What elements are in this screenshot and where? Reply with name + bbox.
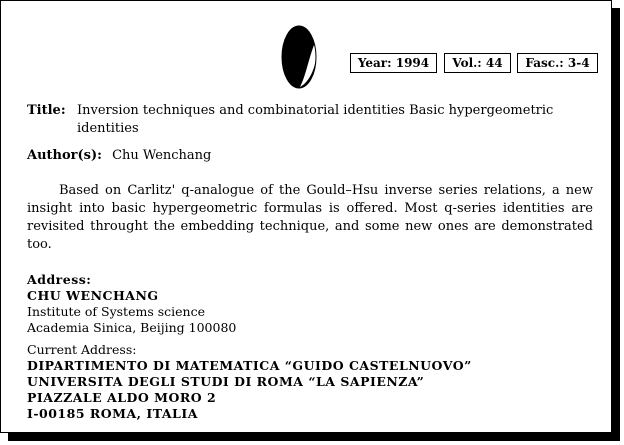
journal-logo-icon [280, 23, 320, 91]
current-address-label: Current Address: [27, 342, 137, 357]
author-row [27, 147, 211, 165]
address-name: CHU WENCHANG [27, 288, 159, 303]
year-badge: Year: 1994 [350, 53, 437, 73]
address-line-1: Institute of Systems science [27, 304, 205, 319]
author-name: Chu Wenchang [112, 148, 212, 163]
title-text: Inversion techniques and combinatorial identities Basic hypergeometric identities [77, 103, 554, 136]
fascicle-badge: Fasc.: 3-4 [517, 53, 598, 73]
current-address-line-1: DIPARTIMENTO DI MATEMATICA “GUIDO CASTELNUOVO” [27, 358, 472, 373]
address-label: Address: [27, 272, 92, 287]
title-label: Title: [27, 103, 66, 118]
card-shadow-right [612, 8, 620, 441]
current-address-line-2: UNIVERSITA DEGLI STUDI DI ROMA “LA SAPIENZA” [27, 374, 425, 389]
card-shadow-bottom [8, 433, 620, 441]
current-address-line-4: I-00185 ROMA, ITALIA [27, 406, 198, 421]
address-line-2: Academia Sinica, Beijing 100080 [27, 320, 237, 335]
abstract-text: Based on Carlitz' q-analogue of the Gould–Hsu inverse series relations, a new insight into basic hypergeometric formulas is offered. Most q-series identities are revisited throught the embedding technique, and some new ones are demonstrated too. [27, 183, 593, 252]
volume-badge: Vol.: 44 [444, 53, 511, 73]
current-address-line-3: PIAZZALE ALDO MORO 2 [27, 390, 217, 405]
address-block [27, 272, 472, 422]
author-label: Author(s): [27, 148, 102, 163]
title-row [27, 102, 593, 138]
